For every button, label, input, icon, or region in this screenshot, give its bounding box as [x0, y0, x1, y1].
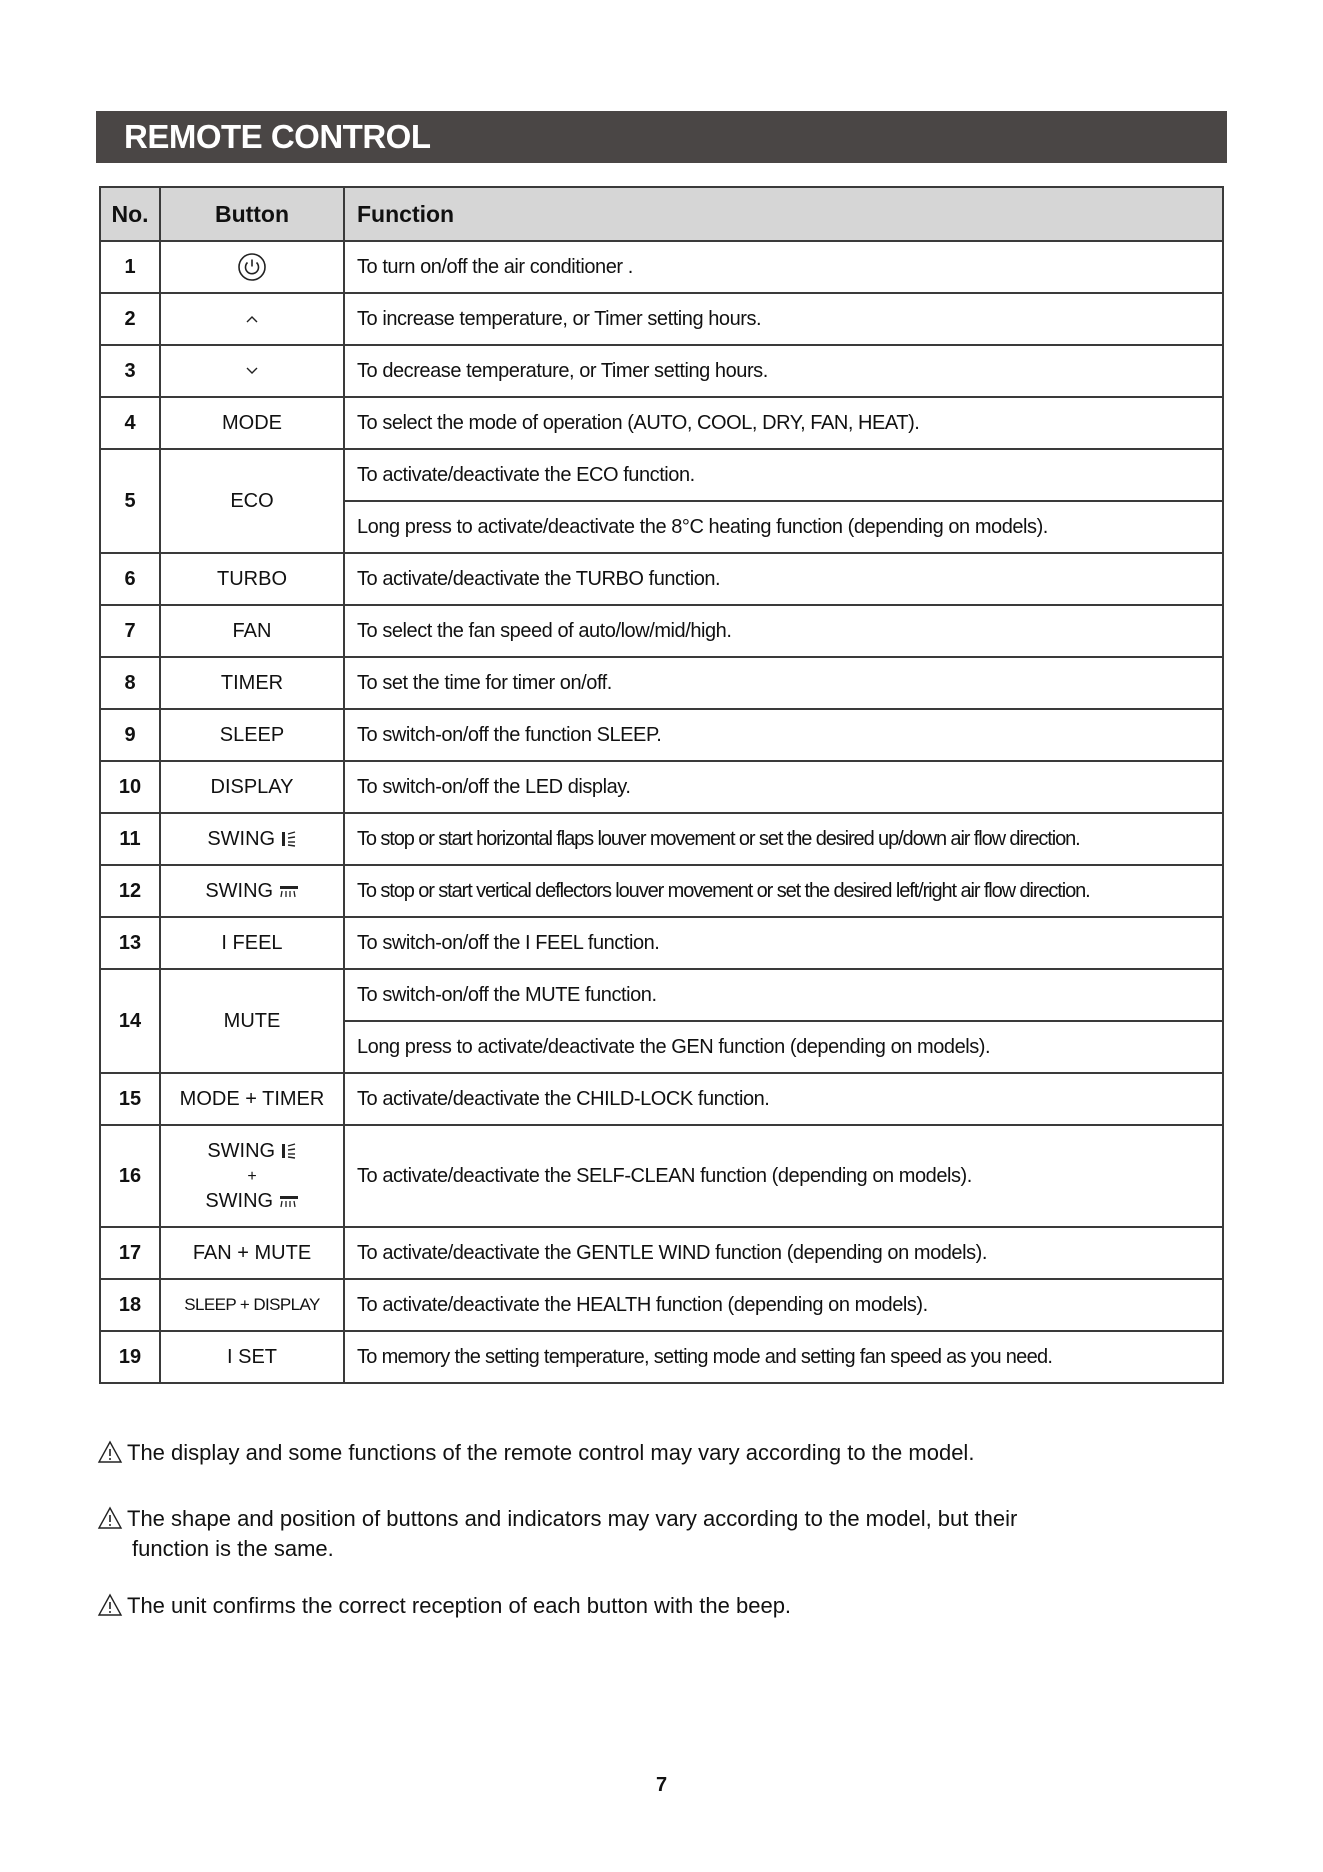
- button-cell: TURBO: [160, 553, 344, 605]
- header-function: Function: [344, 187, 1223, 241]
- table-row: [100, 917, 1223, 969]
- function-cell: To set the time for timer on/off.: [344, 657, 1223, 709]
- button-cell: TIMER: [160, 657, 344, 709]
- warning-icon: [97, 1593, 123, 1617]
- row-no: 9: [100, 709, 160, 761]
- function-cell: To stop or start vertical deflectors louver movement or set the desired left/right air flow direction.: [344, 865, 1223, 917]
- row-no: 13: [100, 917, 160, 969]
- row-no: 6: [100, 553, 160, 605]
- row-no: 3: [100, 345, 160, 397]
- note-1: [97, 1438, 1237, 1468]
- row-no: 19: [100, 1331, 160, 1383]
- chevron-down-icon: [244, 365, 260, 377]
- button-plus: +: [247, 1167, 257, 1185]
- button-cell: FAN + MUTE: [160, 1227, 344, 1279]
- row-no: 18: [100, 1279, 160, 1331]
- table-row: [100, 241, 1223, 293]
- table-row: [100, 657, 1223, 709]
- note-3: [97, 1591, 1237, 1621]
- function-cell: To switch-on/off the I FEEL function.: [344, 917, 1223, 969]
- note-text-continued: function is the same.: [132, 1536, 334, 1561]
- table-row: [100, 1125, 1223, 1227]
- button-cell: DISPLAY: [160, 761, 344, 813]
- note-text: The shape and position of buttons and indicators may vary according to the model, but their: [127, 1506, 1018, 1531]
- remote-control-table: [99, 186, 1224, 1384]
- function-cell: To activate/deactivate the HEALTH function (depending on models).: [344, 1279, 1223, 1331]
- function-cell: To activate/deactivate the CHILD-LOCK function.: [344, 1073, 1223, 1125]
- horizontal-swing-icon: [279, 884, 299, 898]
- function-cell: To select the mode of operation (AUTO, COOL, DRY, FAN, HEAT).: [344, 397, 1223, 449]
- button-cell: [160, 293, 344, 345]
- function-cell: Long press to activate/deactivate the 8°C heating function (depending on models).: [344, 501, 1223, 553]
- button-label: SWING: [205, 1189, 274, 1212]
- row-no: 16: [100, 1125, 160, 1227]
- row-no: 2: [100, 293, 160, 345]
- function-cell: To activate/deactivate the TURBO function.: [344, 553, 1223, 605]
- table-row: [100, 1227, 1223, 1279]
- button-cell: [160, 865, 344, 917]
- vertical-swing-icon: [281, 830, 297, 848]
- function-cell: Long press to activate/deactivate the GEN function (depending on models).: [344, 1021, 1223, 1073]
- table-row: [100, 1279, 1223, 1331]
- row-no: 11: [100, 813, 160, 865]
- function-cell: To switch-on/off the LED display.: [344, 761, 1223, 813]
- button-line: [161, 1189, 343, 1214]
- function-cell: To activate/deactivate the ECO function.: [344, 449, 1223, 501]
- function-cell: To stop or start horizontal flaps louver movement or set the desired up/down air flow direction.: [344, 813, 1223, 865]
- table-row: [100, 605, 1223, 657]
- header-no: No.: [100, 187, 160, 241]
- row-no: 4: [100, 397, 160, 449]
- button-label: SWING: [205, 879, 274, 902]
- function-cell: To switch-on/off the function SLEEP.: [344, 709, 1223, 761]
- button-cell: I SET: [160, 1331, 344, 1383]
- table-row: [100, 1331, 1223, 1383]
- button-cell: ECO: [160, 449, 344, 553]
- chevron-up-icon: [244, 313, 260, 325]
- table-row: [100, 813, 1223, 865]
- table-row: [100, 553, 1223, 605]
- table-header-row: [100, 187, 1223, 241]
- warning-icon: [97, 1506, 123, 1530]
- row-no: 1: [100, 241, 160, 293]
- table-row: [100, 345, 1223, 397]
- button-cell: SLEEP: [160, 709, 344, 761]
- warning-icon: [97, 1440, 123, 1464]
- row-no: 5: [100, 449, 160, 553]
- function-cell: To activate/deactivate the GENTLE WIND function (depending on models).: [344, 1227, 1223, 1279]
- row-no: 12: [100, 865, 160, 917]
- button-line: [161, 1139, 343, 1164]
- button-cell: MUTE: [160, 969, 344, 1073]
- button-cell: [160, 241, 344, 293]
- table-row: [100, 865, 1223, 917]
- note-2: [97, 1504, 1237, 1564]
- function-cell: To activate/deactivate the SELF-CLEAN function (depending on models).: [344, 1125, 1223, 1227]
- button-cell: I FEEL: [160, 917, 344, 969]
- row-no: 14: [100, 969, 160, 1073]
- table-row: [100, 449, 1223, 501]
- table-row: [100, 293, 1223, 345]
- function-cell: To turn on/off the air conditioner .: [344, 241, 1223, 293]
- button-cell: [160, 345, 344, 397]
- power-icon: [237, 252, 267, 282]
- button-cell: SLEEP + DISPLAY: [160, 1279, 344, 1331]
- table-row: [100, 969, 1223, 1021]
- section-title: REMOTE CONTROL: [96, 111, 1227, 163]
- button-label: SWING: [207, 1139, 276, 1162]
- row-no: 10: [100, 761, 160, 813]
- button-cell: FAN: [160, 605, 344, 657]
- table-row: [100, 709, 1223, 761]
- note-text: The display and some functions of the remote control may vary according to the model.: [127, 1440, 975, 1465]
- page-number: 7: [655, 1774, 668, 1796]
- row-no: 8: [100, 657, 160, 709]
- note-text: The unit confirms the correct reception of each button with the beep.: [127, 1593, 792, 1618]
- function-cell: To decrease temperature, or Timer setting hours.: [344, 345, 1223, 397]
- function-cell: To switch-on/off the MUTE function.: [344, 969, 1223, 1021]
- function-cell: To increase temperature, or Timer setting hours.: [344, 293, 1223, 345]
- header-button: Button: [160, 187, 344, 241]
- button-cell: MODE: [160, 397, 344, 449]
- button-cell: MODE + TIMER: [160, 1073, 344, 1125]
- button-cell: [160, 1125, 344, 1227]
- function-cell: To memory the setting temperature, setting mode and setting fan speed as you need.: [344, 1331, 1223, 1383]
- table-row: [100, 1073, 1223, 1125]
- row-no: 17: [100, 1227, 160, 1279]
- row-no: 7: [100, 605, 160, 657]
- horizontal-swing-icon: [279, 1194, 299, 1208]
- vertical-swing-icon: [281, 1142, 297, 1160]
- table-row: [100, 397, 1223, 449]
- table-row: [100, 761, 1223, 813]
- button-cell: [160, 813, 344, 865]
- row-no: 15: [100, 1073, 160, 1125]
- button-label: SWING: [207, 827, 276, 850]
- function-cell: To select the fan speed of auto/low/mid/high.: [344, 605, 1223, 657]
